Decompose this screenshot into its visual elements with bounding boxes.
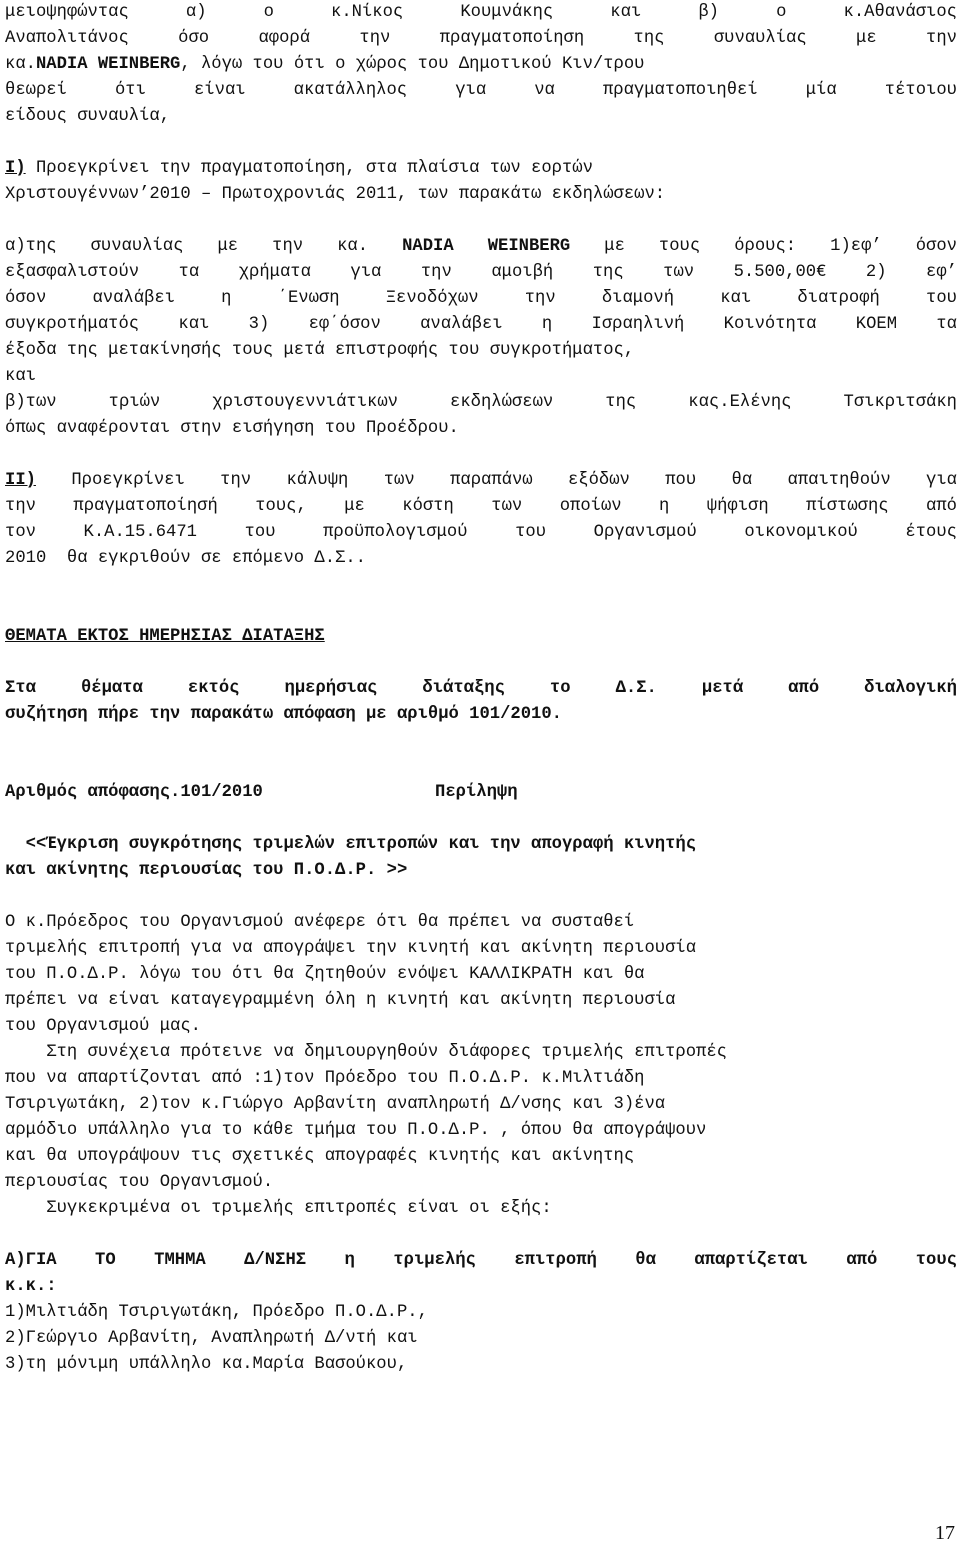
item-a-terms: με τους όρους: 1)εφ’ όσον xyxy=(604,237,957,256)
decision-title-line-1: <<Έγκριση συγκρότησης τριμελών επιτροπών και την απογραφή κινητής xyxy=(5,835,697,854)
body-p3-line-1: Συγκεκριμένα οι τριμελής επιτροπές είναι οι εξής: xyxy=(5,1199,552,1218)
decision-number: Αριθμός απόφασης.101/2010 xyxy=(5,783,263,802)
body-p1-line-1: Ο κ.Πρόεδρος του Οργανισμού ανέφερε ότι θα πρέπει να συσταθεί xyxy=(5,913,635,932)
body-p1-line-4: πρέπει να είναι καταγεγραμμένη όλη η κινητή και ακίνητη περιουσία xyxy=(5,991,676,1010)
committee-member-1: 1)Μιλτιάδη Τσιριγωτάκη, Πρόεδρο Π.Ο.Δ.Ρ., xyxy=(5,1303,428,1322)
decision-intro-line-2: συζήτηση πήρε την παρακάτω απόφαση με αριθμό 101/2010. xyxy=(5,705,562,724)
section-heading: ΘΕΜΑΤΑ ΕΚΤΟΣ ΗΜΕΡΗΣΙΑΣ ΔΙΑΤΑΞΗΣ xyxy=(5,627,325,646)
item-a-line-4: συγκροτήματός και 3) εφ΄όσον αναλάβει η Ισραηλινή Κοινότητα ΚΟΕΜ τα xyxy=(5,315,957,334)
committee-member-2: 2)Γεώργιο Αρβανίτη, Αναπληρωτή Δ/ντή και xyxy=(5,1329,418,1348)
intro-line-5: είδους συναυλία, xyxy=(5,107,171,126)
body-p1-line-3: του Π.Ο.Δ.Ρ. λόγω του ότι θα ζητηθούν ενόψει ΚΑΛΛΙΚΡΑΤΗ και θα xyxy=(5,965,645,984)
body-p1-line-2: τριμελής επιτροπή για να απογράψει την κινητή και ακίνητη περιουσία xyxy=(5,939,697,958)
body-p2-line-4: αρμόδιο υπάλληλο για το κάθε τμήμα του Π.Ο.Δ.Ρ. , όπου θα απογράψουν xyxy=(5,1121,707,1140)
item-2-marker: ΙΙ) xyxy=(5,471,36,490)
artist-name: NADIA WEINBERG xyxy=(35,55,181,74)
committee-member-3: 3)τη μόνιμη υπάλληλο κα.Μαρία Βασούκου, xyxy=(5,1355,408,1374)
item-b-line-1: β)των τριών χριστουγεννιάτικων εκδηλώσεων της κας.Ελένης Τσικριτσάκη xyxy=(5,393,957,412)
item-a-line-3: όσον αναλάβει η ΄Ενωση Ξενοδόχων την διαμονή και διατροφή του xyxy=(5,289,957,308)
item-2-line-4: 2010 θα εγκριθούν σε επόμενο Δ.Σ.. xyxy=(5,549,366,568)
body-p2-line-1: Στη συνέχεια πρότεινε να δημιουργηθούν διάφορες τριμελής επιτροπές xyxy=(5,1043,727,1062)
committee-a-line-2: κ.κ.: xyxy=(5,1277,57,1296)
item-2-line-2: την πραγματοποίησή τους, με κόστη των οποίων η ψήφιση πίστωσης από xyxy=(5,497,957,516)
intro-line-1: μειοψηφώντας α) ο κ.Νίκος Κουμνάκης και β) ο κ.Αθανάσιος xyxy=(5,3,957,22)
committee-a-text: η τριμελής επιτροπή θα απαρτίζεται από τους xyxy=(306,1251,957,1270)
decision-title-line-2: και ακίνητης περιουσίας του Π.Ο.Δ.Ρ. >> xyxy=(5,861,408,880)
intro-line-3-prefix: κα. xyxy=(5,55,36,74)
item-a-prefix: α)της συναυλίας με την κα. xyxy=(5,237,369,256)
item-a-line-1 xyxy=(5,234,957,260)
intro-line-4: θεωρεί ότι είναι ακατάλληλος για να πραγματοποιηθεί μία τέτοιου xyxy=(5,81,957,100)
item-a-line-2: εξασφαλιστούν τα χρήματα για την αμοιβή της των 5.500,00€ 2) εφ’ xyxy=(5,263,957,282)
item-1-line-2: Χριστουγέννων’2010 – Πρωτοχρονιάς 2011, των παρακάτω εκδηλώσεων: xyxy=(5,185,666,204)
page-number: 17 xyxy=(935,1522,955,1544)
committee-a-line-1 xyxy=(5,1248,957,1274)
summary-label: Περίληψη xyxy=(435,783,518,802)
body-p2-line-2: που να απαρτίζονται από :1)τον Πρόεδρο του Π.Ο.Δ.Ρ. κ.Μιλτιάδη xyxy=(5,1069,645,1088)
item-a-line-6: και xyxy=(5,367,36,386)
artist-name-2: NADIA WEINBERG xyxy=(402,237,571,256)
item-1-text: Προεγκρίνει την πραγματοποίηση, στα πλαίσια των εορτών xyxy=(25,159,593,178)
body-p2-line-6: περιουσίας του Οργανισμού. xyxy=(5,1173,274,1192)
body-p1-line-5: του Οργανισμού μας. xyxy=(5,1017,201,1036)
intro-line-3-suffix: , λόγω του ότι ο χώρος του Δημοτικού Κιν/τρου xyxy=(180,55,645,74)
decision-intro-line-1: Στα θέματα εκτός ημερήσιας διάταξης το Δ.Σ. μετά από διαλογική xyxy=(5,679,957,698)
item-2-line-1 xyxy=(5,468,957,494)
intro-line-3 xyxy=(5,52,645,78)
item-a-line-5: έξοδα της μετακίνησής τους μετά επιστροφής του συγκροτήματος, xyxy=(5,341,635,360)
item-2-text: Προεγκρίνει την κάλυψη των παραπάνω εξόδων που θα απαιτηθούν για xyxy=(35,471,957,490)
body-p2-line-5: και θα υπογράψουν τις σχετικές απογραφές κινητής και ακίνητης xyxy=(5,1147,635,1166)
item-2-line-3: τον Κ.Α.15.6471 του προϋπολογισμού του Οργανισμού οικονομικού έτους xyxy=(5,523,957,542)
item-1-line-1 xyxy=(5,156,593,182)
intro-line-2: Αναπολιτάνος όσο αφορά την πραγματοποίηση της συναυλίας με την xyxy=(5,29,957,48)
committee-a-heading: Α)ΓΙΑ ΤΟ ΤΜΗΜΑ Δ/ΝΣΗΣ xyxy=(5,1251,307,1270)
item-1-marker: Ι) xyxy=(5,159,26,178)
body-p2-line-3: Τσιριγωτάκη, 2)τον κ.Γιώργο Αρβανίτη αναπληρωτή Δ/νσης και 3)ένα xyxy=(5,1095,666,1114)
item-b-line-2: όπως αναφέρονται στην εισήγηση του Προέδρου. xyxy=(5,419,459,438)
